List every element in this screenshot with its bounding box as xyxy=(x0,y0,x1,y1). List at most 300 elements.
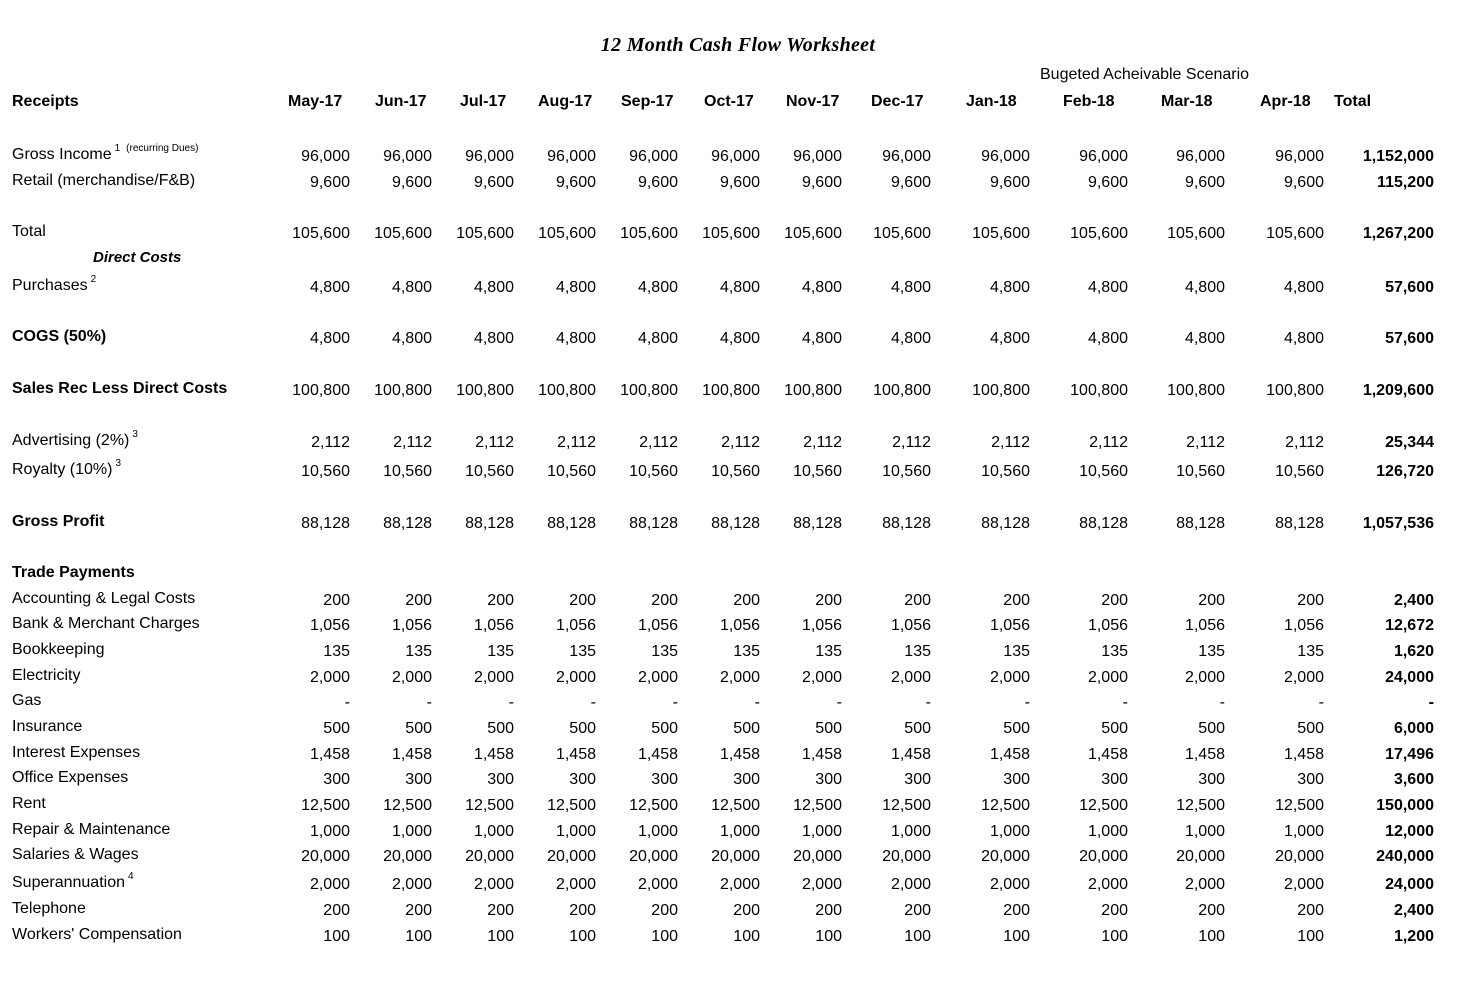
table-cell: 1,000 xyxy=(637,823,678,840)
table-cell: 4,800 xyxy=(1283,330,1324,347)
row-label xyxy=(12,223,46,241)
table-cell: 1,056 xyxy=(890,617,931,634)
table-cell: 12,500 xyxy=(629,797,678,814)
table-cell: 20,000 xyxy=(981,848,1030,865)
table-cell: - xyxy=(1219,694,1225,711)
table-cell: 300 xyxy=(904,771,931,788)
table-cell: 2,112 xyxy=(1186,434,1225,451)
row-label xyxy=(12,846,139,864)
table-cell: 1,458 xyxy=(1087,746,1128,763)
table-cell: 100,800 xyxy=(620,382,678,399)
table-cell: 12,500 xyxy=(882,797,931,814)
table-cell: 4,800 xyxy=(989,330,1030,347)
total-cell: 24,000 xyxy=(1385,669,1434,686)
table-cell: 1,000 xyxy=(1087,823,1128,840)
total-cell: 150,000 xyxy=(1376,797,1434,814)
table-cell: - xyxy=(754,694,760,711)
table-cell: 9,600 xyxy=(1184,174,1225,191)
table-cell: 12,500 xyxy=(1275,797,1324,814)
table-cell: 100,800 xyxy=(784,382,842,399)
total-cell: 2,400 xyxy=(1393,902,1434,919)
table-cell: 200 xyxy=(815,902,842,919)
table-cell: - xyxy=(590,694,596,711)
month-header: Mar-18 xyxy=(1161,93,1213,110)
table-cell: 9,600 xyxy=(1283,174,1324,191)
table-cell: 20,000 xyxy=(1176,848,1225,865)
table-cell: 300 xyxy=(733,771,760,788)
table-cell: 4,800 xyxy=(1184,279,1225,296)
table-cell: 4,800 xyxy=(890,279,931,296)
month-header: Apr-18 xyxy=(1260,93,1311,110)
table-cell: 2,000 xyxy=(1087,876,1128,893)
table-cell: 20,000 xyxy=(547,848,596,865)
table-cell: 500 xyxy=(405,720,432,737)
table-cell: 135 xyxy=(904,643,931,660)
row-label-text: Repair & Maintenance xyxy=(12,821,171,838)
table-cell: 200 xyxy=(1198,902,1225,919)
table-cell: 100,800 xyxy=(702,382,760,399)
row-label-text: Rent xyxy=(12,795,46,812)
table-cell: 100 xyxy=(1198,928,1225,945)
table-cell: 2,112 xyxy=(991,434,1030,451)
row-label xyxy=(12,871,134,892)
table-cell: 4,800 xyxy=(309,279,350,296)
row-label-text: Bank & Merchant Charges xyxy=(12,615,200,632)
row-label xyxy=(12,718,82,736)
table-cell: 10,560 xyxy=(711,463,760,480)
table-cell: 10,560 xyxy=(547,463,596,480)
row-label xyxy=(12,513,104,531)
row-label-text: Purchases xyxy=(12,277,88,294)
total-header: Total xyxy=(1334,93,1372,110)
table-cell: 96,000 xyxy=(882,148,931,165)
row-label-text: Electricity xyxy=(12,667,81,684)
table-cell: 1,458 xyxy=(473,746,514,763)
table-cell: 2,112 xyxy=(639,434,678,451)
month-header: Jun-17 xyxy=(375,93,427,110)
table-cell: 4,800 xyxy=(309,330,350,347)
month-header: Sep-17 xyxy=(621,93,674,110)
total-cell: 6,000 xyxy=(1393,720,1434,737)
table-cell: 100,800 xyxy=(972,382,1030,399)
table-cell: 2,000 xyxy=(473,876,514,893)
table-cell: 1,458 xyxy=(637,746,678,763)
total-cell: 1,152,000 xyxy=(1362,148,1434,165)
table-cell: 4,800 xyxy=(1087,330,1128,347)
table-cell: 100,800 xyxy=(538,382,596,399)
total-cell: 1,209,600 xyxy=(1362,382,1434,399)
table-cell: 9,600 xyxy=(989,174,1030,191)
table-cell: 300 xyxy=(1101,771,1128,788)
section-heading: Direct Costs xyxy=(93,249,182,266)
table-cell: 1,056 xyxy=(309,617,350,634)
table-cell: - xyxy=(1318,694,1324,711)
table-cell: 96,000 xyxy=(1275,148,1324,165)
table-cell: 88,128 xyxy=(465,515,514,532)
table-cell: 1,056 xyxy=(391,617,432,634)
table-cell: 9,600 xyxy=(1087,174,1128,191)
footnote-marker: 3 xyxy=(132,429,138,440)
table-cell: 4,800 xyxy=(555,279,596,296)
table-cell: 300 xyxy=(405,771,432,788)
table-cell: 4,800 xyxy=(989,279,1030,296)
total-cell: 24,000 xyxy=(1385,876,1434,893)
table-cell: 4,800 xyxy=(391,279,432,296)
table-cell: 135 xyxy=(1297,643,1324,660)
row-label-text: Total xyxy=(12,223,46,240)
table-cell: 12,500 xyxy=(793,797,842,814)
table-cell: - xyxy=(836,694,842,711)
table-cell: 200 xyxy=(815,592,842,609)
table-cell: 10,560 xyxy=(882,463,931,480)
table-cell: 500 xyxy=(1198,720,1225,737)
table-cell: - xyxy=(426,694,432,711)
row-label-text: Gross Profit xyxy=(12,513,105,530)
table-cell: 200 xyxy=(569,592,596,609)
row-label-text: Superannuation xyxy=(12,874,125,891)
table-cell: 200 xyxy=(904,902,931,919)
total-cell: - xyxy=(1428,694,1434,711)
table-cell: 9,600 xyxy=(890,174,931,191)
table-cell: 105,600 xyxy=(620,225,678,242)
table-cell: 1,458 xyxy=(989,746,1030,763)
table-cell: 200 xyxy=(733,592,760,609)
total-cell: 1,267,200 xyxy=(1362,225,1434,242)
table-cell: 200 xyxy=(405,592,432,609)
table-cell: 100 xyxy=(569,928,596,945)
table-cell: 12,500 xyxy=(547,797,596,814)
table-cell: 135 xyxy=(651,643,678,660)
table-cell: 135 xyxy=(569,643,596,660)
table-cell: 100 xyxy=(1297,928,1324,945)
row-label xyxy=(12,667,80,685)
table-cell: 88,128 xyxy=(981,515,1030,532)
table-cell: 105,600 xyxy=(873,225,931,242)
table-cell: - xyxy=(1122,694,1128,711)
total-cell: 115,200 xyxy=(1377,174,1434,191)
row-label xyxy=(12,641,105,659)
table-cell: 1,458 xyxy=(309,746,350,763)
table-cell: 135 xyxy=(815,643,842,660)
total-cell: 1,200 xyxy=(1393,928,1434,945)
table-cell: 500 xyxy=(904,720,931,737)
table-cell: 1,056 xyxy=(1087,617,1128,634)
month-header: Nov-17 xyxy=(786,93,840,110)
month-header: Aug-17 xyxy=(538,93,593,110)
table-cell: 1,056 xyxy=(719,617,760,634)
table-cell: 500 xyxy=(1297,720,1324,737)
table-cell: 96,000 xyxy=(711,148,760,165)
table-cell: 12,500 xyxy=(711,797,760,814)
table-cell: 2,112 xyxy=(475,434,514,451)
table-cell: 10,560 xyxy=(793,463,842,480)
table-cell: 96,000 xyxy=(1079,148,1128,165)
table-cell: 1,458 xyxy=(1184,746,1225,763)
table-cell: 135 xyxy=(323,643,350,660)
table-cell: 100,800 xyxy=(1266,382,1324,399)
footnote-marker: 4 xyxy=(127,871,134,882)
table-cell: 4,800 xyxy=(890,330,931,347)
row-label xyxy=(12,328,106,346)
row-label xyxy=(12,744,140,762)
table-cell: 1,056 xyxy=(1283,617,1324,634)
table-cell: 96,000 xyxy=(1176,148,1225,165)
table-cell: 100,800 xyxy=(873,382,931,399)
table-cell: 100,800 xyxy=(292,382,350,399)
table-cell: 1,000 xyxy=(890,823,931,840)
table-cell: 500 xyxy=(733,720,760,737)
table-cell: 300 xyxy=(815,771,842,788)
row-label-text: Gross Income xyxy=(12,146,112,163)
table-cell: 2,000 xyxy=(890,876,931,893)
table-cell: 20,000 xyxy=(465,848,514,865)
row-label xyxy=(12,564,135,582)
table-cell: 100 xyxy=(815,928,842,945)
table-cell: 2,000 xyxy=(555,669,596,686)
table-cell: 2,112 xyxy=(1285,434,1324,451)
table-cell: 1,000 xyxy=(1283,823,1324,840)
table-cell: 10,560 xyxy=(465,463,514,480)
table-cell: 135 xyxy=(1101,643,1128,660)
table-cell: 96,000 xyxy=(793,148,842,165)
table-cell: 20,000 xyxy=(301,848,350,865)
table-cell: 88,128 xyxy=(1275,515,1324,532)
table-cell: 200 xyxy=(1003,592,1030,609)
row-label xyxy=(12,172,195,190)
table-cell: 10,560 xyxy=(1079,463,1128,480)
table-cell: 105,600 xyxy=(374,225,432,242)
table-cell: 1,000 xyxy=(719,823,760,840)
table-cell: 88,128 xyxy=(1176,515,1225,532)
table-cell: 2,000 xyxy=(309,876,350,893)
table-cell: 200 xyxy=(1101,592,1128,609)
table-cell: 2,000 xyxy=(989,669,1030,686)
table-cell: 100,800 xyxy=(374,382,432,399)
table-cell: 96,000 xyxy=(547,148,596,165)
table-cell: 4,800 xyxy=(637,279,678,296)
table-cell: 1,000 xyxy=(801,823,842,840)
table-cell: 1,056 xyxy=(989,617,1030,634)
row-label-text: Advertising (2%) xyxy=(12,432,130,449)
table-cell: 9,600 xyxy=(637,174,678,191)
total-cell: 2,400 xyxy=(1393,592,1434,609)
table-cell: 20,000 xyxy=(711,848,760,865)
row-label-text: Sales Rec Less Direct Costs xyxy=(12,380,228,397)
total-cell: 25,344 xyxy=(1385,434,1434,451)
table-cell: 88,128 xyxy=(383,515,432,532)
table-cell: 88,128 xyxy=(547,515,596,532)
table-cell: 100 xyxy=(1101,928,1128,945)
table-cell: 2,000 xyxy=(637,876,678,893)
table-cell: 1,458 xyxy=(391,746,432,763)
table-cell: 500 xyxy=(1101,720,1128,737)
table-cell: 200 xyxy=(1198,592,1225,609)
table-cell: 1,056 xyxy=(473,617,514,634)
table-cell: 96,000 xyxy=(981,148,1030,165)
table-cell: 9,600 xyxy=(555,174,596,191)
total-cell: 17,496 xyxy=(1385,746,1434,763)
table-cell: 10,560 xyxy=(1176,463,1225,480)
table-cell: 12,500 xyxy=(981,797,1030,814)
table-cell: 4,800 xyxy=(719,279,760,296)
row-label-text: Telephone xyxy=(12,900,86,917)
total-cell: 12,000 xyxy=(1385,823,1434,840)
table-cell: 1,056 xyxy=(555,617,596,634)
table-cell: 96,000 xyxy=(629,148,678,165)
total-cell: 57,600 xyxy=(1385,279,1434,296)
row-note: (recurring Dues) xyxy=(126,143,199,154)
table-cell: 105,600 xyxy=(292,225,350,242)
total-cell: 1,620 xyxy=(1393,643,1434,660)
row-label xyxy=(12,590,195,608)
table-cell: 4,800 xyxy=(555,330,596,347)
table-cell: 100 xyxy=(487,928,514,945)
table-cell: 200 xyxy=(1101,902,1128,919)
table-cell: 200 xyxy=(323,902,350,919)
table-cell: 135 xyxy=(1198,643,1225,660)
table-cell: 100 xyxy=(405,928,432,945)
table-cell: 100 xyxy=(323,928,350,945)
table-cell: 200 xyxy=(487,592,514,609)
row-label xyxy=(12,143,199,164)
row-label xyxy=(12,429,138,450)
table-cell: 20,000 xyxy=(1079,848,1128,865)
table-cell: 2,112 xyxy=(1089,434,1128,451)
table-cell: 105,600 xyxy=(972,225,1030,242)
table-cell: 2,000 xyxy=(801,669,842,686)
table-cell: 4,800 xyxy=(1184,330,1225,347)
table-cell: 88,128 xyxy=(301,515,350,532)
table-cell: 10,560 xyxy=(1275,463,1324,480)
row-label xyxy=(12,769,128,787)
table-cell: 96,000 xyxy=(465,148,514,165)
row-label-text: Gas xyxy=(12,692,42,709)
table-cell: 105,600 xyxy=(1266,225,1324,242)
table-cell: 2,000 xyxy=(1087,669,1128,686)
scenario-label: Bugeted Acheivable Scenario xyxy=(1040,66,1250,83)
footnote-marker: 3 xyxy=(115,458,122,469)
table-cell: 105,600 xyxy=(456,225,514,242)
table-cell: 12,500 xyxy=(301,797,350,814)
row-label-text: COGS (50%) xyxy=(12,328,107,345)
table-cell: 1,000 xyxy=(391,823,432,840)
table-cell: 10,560 xyxy=(981,463,1030,480)
row-label-text: Salaries & Wages xyxy=(12,846,139,863)
table-cell: 135 xyxy=(487,643,514,660)
table-cell: 9,600 xyxy=(719,174,760,191)
month-header: Jul-17 xyxy=(460,93,507,110)
table-cell: 1,458 xyxy=(719,746,760,763)
table-cell: 20,000 xyxy=(882,848,931,865)
table-cell: 4,800 xyxy=(391,330,432,347)
row-label xyxy=(12,458,122,479)
table-cell: 9,600 xyxy=(473,174,514,191)
table-cell: 200 xyxy=(569,902,596,919)
table-cell: 2,000 xyxy=(1184,876,1225,893)
table-cell: 88,128 xyxy=(882,515,931,532)
table-cell: 12,500 xyxy=(465,797,514,814)
table-cell: 1,000 xyxy=(555,823,596,840)
row-label-text: Royalty (10%) xyxy=(12,461,113,478)
table-cell: 300 xyxy=(569,771,596,788)
table-cell: 300 xyxy=(651,771,678,788)
table-cell: 4,800 xyxy=(473,330,514,347)
total-cell: 3,600 xyxy=(1393,771,1434,788)
table-cell: 2,000 xyxy=(1283,876,1324,893)
table-cell: 4,800 xyxy=(473,279,514,296)
table-cell: 300 xyxy=(1297,771,1324,788)
footnote-marker: 2 xyxy=(90,274,97,285)
table-cell: 88,128 xyxy=(1079,515,1128,532)
table-cell: 10,560 xyxy=(629,463,678,480)
row-label xyxy=(12,615,200,633)
table-cell: 20,000 xyxy=(1275,848,1324,865)
table-cell: 500 xyxy=(569,720,596,737)
table-cell: - xyxy=(925,694,931,711)
table-cell: 2,112 xyxy=(803,434,842,451)
table-cell: 200 xyxy=(904,592,931,609)
table-cell: 2,000 xyxy=(719,876,760,893)
table-cell: 1,056 xyxy=(1184,617,1225,634)
table-cell: 500 xyxy=(323,720,350,737)
table-cell: 200 xyxy=(1297,592,1324,609)
table-cell: 9,600 xyxy=(309,174,350,191)
table-cell: - xyxy=(344,694,350,711)
table-cell: 88,128 xyxy=(793,515,842,532)
table-cell: 135 xyxy=(733,643,760,660)
table-cell: 4,800 xyxy=(801,279,842,296)
table-cell: 300 xyxy=(1003,771,1030,788)
table-cell: 300 xyxy=(487,771,514,788)
worksheet-title: 12 Month Cash Flow Worksheet xyxy=(600,34,876,56)
row-label-text: Insurance xyxy=(12,718,83,735)
table-cell: 2,112 xyxy=(721,434,760,451)
table-cell: 4,800 xyxy=(637,330,678,347)
table-cell: 200 xyxy=(1297,902,1324,919)
table-cell: 2,000 xyxy=(309,669,350,686)
table-cell: 12,500 xyxy=(1079,797,1128,814)
total-cell: 1,057,536 xyxy=(1362,515,1434,532)
table-cell: 100 xyxy=(733,928,760,945)
table-cell: 20,000 xyxy=(793,848,842,865)
table-cell: 500 xyxy=(651,720,678,737)
table-cell: 100 xyxy=(651,928,678,945)
total-cell: 57,600 xyxy=(1385,330,1434,347)
table-cell: 135 xyxy=(1003,643,1030,660)
table-cell: 96,000 xyxy=(301,148,350,165)
table-cell: 4,800 xyxy=(1087,279,1128,296)
table-cell: 9,600 xyxy=(391,174,432,191)
table-cell: 2,000 xyxy=(1283,669,1324,686)
table-cell: 105,600 xyxy=(1070,225,1128,242)
table-cell: 20,000 xyxy=(629,848,678,865)
total-cell: 240,000 xyxy=(1376,848,1434,865)
table-cell: 88,128 xyxy=(629,515,678,532)
table-cell: 2,000 xyxy=(391,669,432,686)
table-cell: 105,600 xyxy=(784,225,842,242)
month-header: May-17 xyxy=(288,93,343,110)
month-header: Feb-18 xyxy=(1063,93,1115,110)
row-label xyxy=(12,926,182,944)
table-cell: 2,000 xyxy=(555,876,596,893)
row-label-text: Interest Expenses xyxy=(12,744,141,761)
table-cell: 1,458 xyxy=(801,746,842,763)
table-cell: 500 xyxy=(815,720,842,737)
table-cell: - xyxy=(508,694,514,711)
table-cell: 200 xyxy=(1003,902,1030,919)
table-cell: 105,600 xyxy=(702,225,760,242)
table-cell: 1,000 xyxy=(309,823,350,840)
